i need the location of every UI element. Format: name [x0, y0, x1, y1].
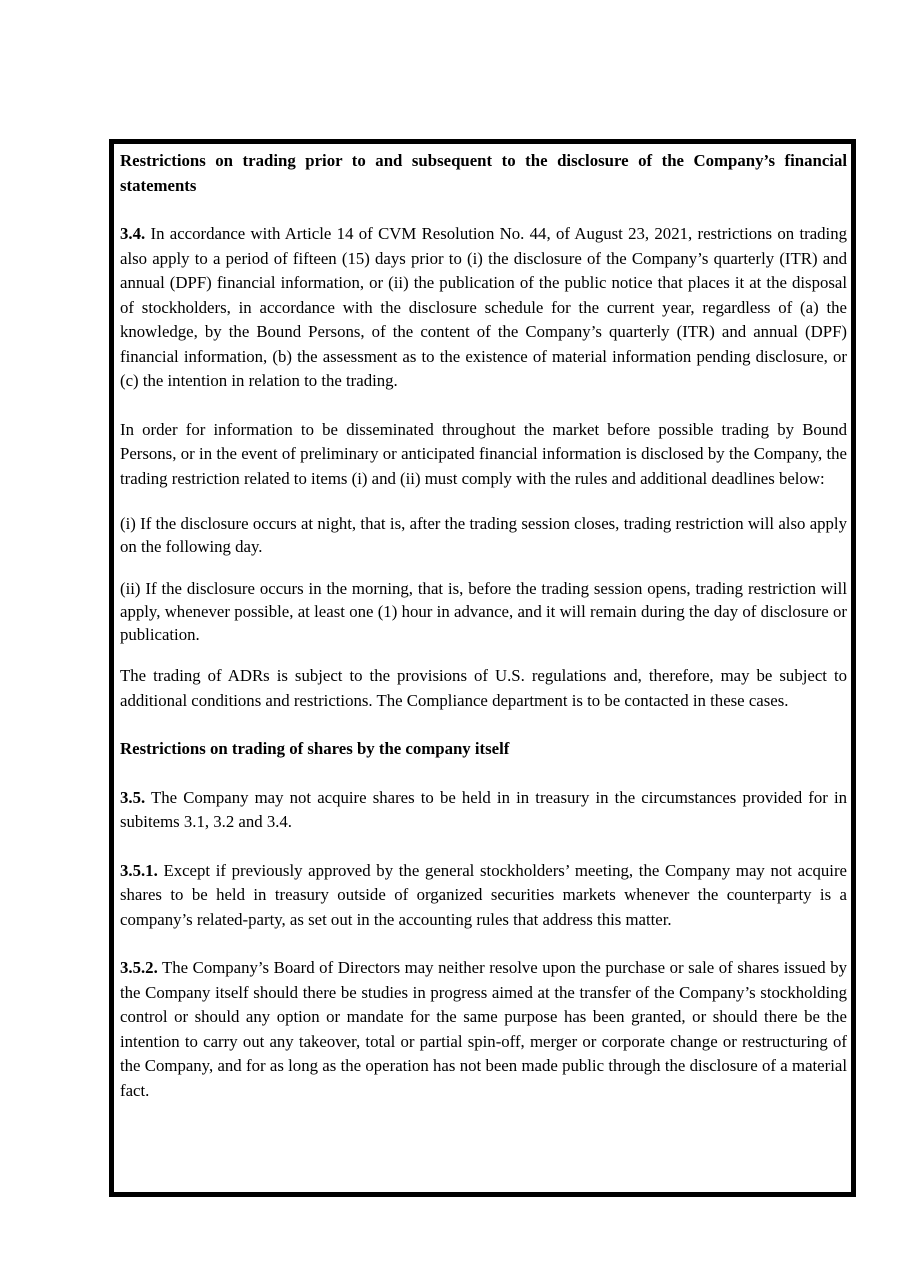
paragraph-3-4 — [120, 222, 847, 394]
clause-text: The Company may not acquire shares to be held in in treasury in the circumstances provided for in subitems 3.1, 3.2 and 3.4. — [120, 787, 847, 832]
paragraph-3-5-2 — [120, 956, 847, 1103]
clause-text: In accordance with Article 14 of CVM Resolution No. 44, of August 23, 2021, restrictions on trading also apply to a period of fifteen (15) days prior to (i) the disclosure of the Company’s quarterly (ITR) and annual (DPF) financial information, or (ii) the publication of the public notice that places it at the disposal of stockholders, in accordance with the disclosure schedule for the current year, regardless of (a) the knowledge, by the Bound Persons, of the content of the Company’s quarterly (ITR) and annual (DPF) financial information, (b) the assessment as to the existence of material information pending disclosure, or (c) the intention in relation to the trading. — [120, 224, 847, 390]
clause-number: 3.5.1. — [120, 860, 158, 880]
paragraph-3-5-1 — [120, 859, 847, 933]
clause-text: Except if previously approved by the general stockholders’ meeting, the Company may not acquire shares to be held in treasury outside of organized securities markets whenever the counterparty is a company’s related-party, as set out in the accounting rules that address this matter. — [120, 860, 847, 929]
clause-number: 3.5.2. — [120, 958, 158, 978]
paragraph-3-5 — [120, 786, 847, 835]
clause-number: 3.4. — [120, 224, 146, 243]
clause-number: 3.5. — [120, 787, 146, 807]
paragraph-dissemination: In order for information to be disseminated throughout the market before possible trading by Bound Persons, or in the event of preliminary or anticipated financial information is disclosed by the Company, the trading restriction related to items (i) and (ii) must comply with the rules and additional deadlines below: — [120, 419, 847, 488]
paragraph-item-i: (i) If the disclosure occurs at night, that is, after the trading session closes, trading restriction will also apply on the following day. — [120, 514, 847, 557]
paragraph-item-ii: (ii) If the disclosure occurs in the morning, that is, before the trading session opens, trading restriction will apply, whenever possible, at least one (1) hour in advance, and it will remain during the day of disclosure or publication. — [120, 578, 847, 645]
document-body — [120, 149, 847, 1103]
paragraph-adrs: The trading of ADRs is subject to the provisions of U.S. regulations and, therefore, may be subject to additional conditions and restrictions. The Compliance department is to be contacted in these cases. — [120, 666, 847, 710]
document-frame — [109, 139, 856, 1197]
section-heading-company-shares: Restrictions on trading of shares by the company itself — [120, 739, 510, 759]
clause-text: The Company’s Board of Directors may neither resolve upon the purchase or sale of shares issued by the Company itself should there be studies in progress aimed at the transfer of the Company’s stockholding control or should any option or mandate for the same purpose has been granted, or should there be the intention to carry out any takeover, total or partial spin-off, merger or corporate change or restructuring of the Company, and for as long as the operation has not been made public through the disclosure of a material fact. — [120, 958, 847, 1100]
section-heading-financial-statements: Restrictions on trading prior to and subsequent to the disclosure of the Company’s financial statements — [120, 151, 847, 195]
